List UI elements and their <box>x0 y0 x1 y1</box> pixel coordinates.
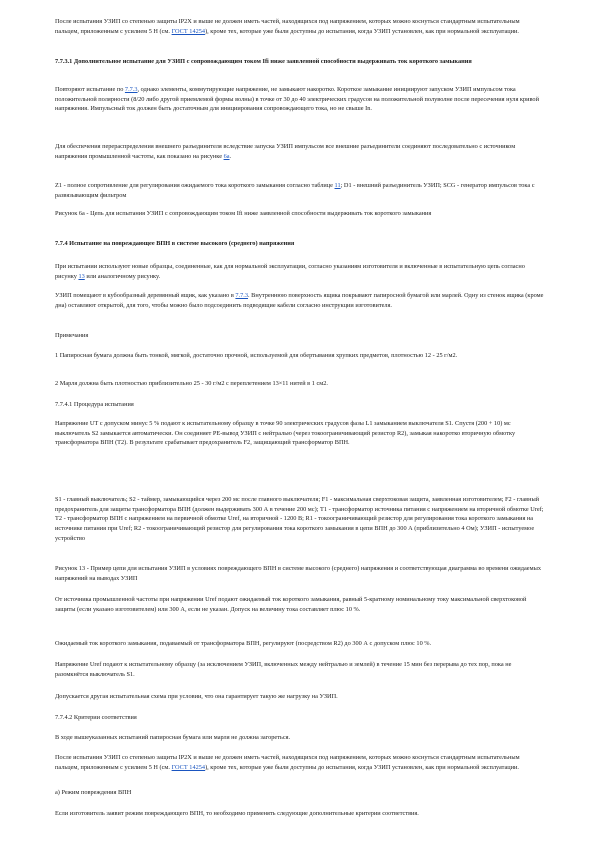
doc-link[interactable]: 13 <box>78 272 85 280</box>
doc-link[interactable]: 7.7.3 <box>235 292 249 299</box>
paragraph-p8 <box>55 262 545 281</box>
paragraph-p6 <box>55 209 545 219</box>
paragraph-text: , однако элементы, коммутирующие напряжение, не замыкают накоротко. Короткое замыкание инициируют запуском УЗИП импульсом тока положительной полярности (8/20 либо другой приемлемой формы волны) в точке от 30 до 40 электрических градусов на положительной полуволне после пересечения нуля кривой напряжения. Импульсный ток должен быть достаточным для инициирования сопровождающего тока, но не свыше In. <box>55 86 539 113</box>
paragraph-text: 2 Марля должна быть плотностью приблизительно 25 - 30 г/м2 с переплетением 13×11 нитей в 1 см2. <box>55 380 328 387</box>
paragraph-text: Ожидаемый ток короткого замыкания, подаваемый от трансформатора ВПН, регулируют (посредством R2) до 300 А с допуском плюс 10 %. <box>55 640 432 647</box>
paragraph-text: Напряжение UT с допуском минус 5 % подают к испытательному образцу в точке 90 электрических градусов фазы L1 замыканием выключателя S1. Спустя (200 + 10) мс выключатель S2 замыкается автоматически. Он соединяет PE-вывод УЗИП с нейтралью (через токоограничивающий резистор R2), замыкая накоротко вторичную обмотку трансформатора ВПН (T2). В результате срабатывает предохранитель F2, защищающий трансформатор ВПН. <box>55 420 516 447</box>
paragraph-text: 7.7.3.1 Дополнительное испытание для УЗИП с сопровождающим током Ifi ниже заявленной способности выдерживать ток короткого замыкания <box>55 58 472 65</box>
paragraph-p11 <box>55 351 545 361</box>
paragraph-text: ), кроме тех, которые уже были доступны до испытания, когда УЗИП установлен, как при нормальной эксплуатации. <box>205 27 519 35</box>
paragraph-text: При испытании используют новые образцы, соединенные, как для нормальной эксплуатации, согласно указаниям изготовителя и включенные в испытательную цепь согласно рисунку <box>55 263 525 280</box>
paragraph-p12 <box>55 379 545 389</box>
paragraph-p23 <box>55 753 545 772</box>
paragraph-text: После испытания УЗИП со степенью защиты IP2X и выше не должен иметь частей, находящихся под напряжением, которых можно коснуться стандартным испытательным пальцем, приложенным с усилием 5 Н (см. <box>55 754 520 771</box>
paragraph-text: Примечания <box>55 332 89 339</box>
paragraph-text: Рисунок 6а - Цепь для испытания УЗИП с сопровождающим током Ifi ниже заявленной способности выдерживать ток короткого замыкания <box>55 210 432 217</box>
paragraph-p2 <box>55 57 545 67</box>
doc-link[interactable]: 6а <box>223 152 230 160</box>
doc-link[interactable]: 7.7.3 <box>124 86 138 93</box>
paragraph-text: Допускается другая испытательная схема при условии, что она гарантирует такую же нагрузку на УЗИП. <box>55 693 338 700</box>
paragraph-p13 <box>55 400 545 410</box>
paragraph-text: ; D1 - внешний разъединитель УЗИП; SCG - генератор импульсов тока с развязывающим фильтром <box>55 182 535 199</box>
paragraph-text: В ходе вышеуказанных испытаний папиросная бумага или марля не должна загореться. <box>55 734 291 741</box>
paragraph-p7 <box>55 239 545 249</box>
paragraph-text: Для обеспечения перераспределения внешнего разъединителя вследствие запуска УЗИП импульсом все внешние разъединители соединяют последовательно с источником напряжения промышленной частоты, как показано на рисунке <box>55 143 516 160</box>
paragraph-text: 1 Папиросная бумага должна быть тонкой, мягкой, достаточно прочной, используемой для обертывания хрупких предметов, плотностью 12 - 25 г/м2. <box>55 352 458 359</box>
paragraph-text: 7.7.4.2 Критерии соответствия <box>55 714 137 721</box>
paragraph-text: Рисунок 13 - Пример цепи для испытания УЗИП в условиях повреждающего ВПН в системе высокого (среднего) напряжения и соответствующая диаграмма во времени ожидаемых напряжений на выводах УЗИП <box>55 565 541 582</box>
paragraph-text: После испытания УЗИП со степенью защиты IP2X и выше не должен иметь частей, находящихся под напряжением, которых можно коснуться стандартным испытательным пальцем, приложенным с усилием 5 Н (см. <box>55 18 520 35</box>
paragraph-p20 <box>55 692 545 702</box>
paragraph-text: От источника промышленной частоты при напряжении Uref подают ожидаемый ток короткого замыкания, равный 5-кратному номинальному току максимальной сверхтоковой защиты (если указано изготовителем) или 300 А, если не указан. Допуск на величину тока составляет плюс 10 %. <box>55 596 527 613</box>
paragraph-p5 <box>55 181 545 200</box>
paragraph-p15 <box>55 495 545 544</box>
paragraph-p9 <box>55 291 545 310</box>
paragraph-text: S1 - главный выключатель; S2 - таймер, замыкающийся через 200 мс после главного выключателя; F1 - максимальная сверхтоковая защита, заявленная изготовителем; F2 - главный предохранитель для защиты трансформатора ВПН (должен выдерживать 300 А в течение 200 мс); T1 - трансформатор источника питания с напряжением на вторичной обмотке Uref; T2 - трансформатор ВПН с напряжением на первичной обмотке Uref, на вторичной - 1200 В; R1 - токоограничивающий резистор для регулирования тока короткого замыкания на источнике питания при Uref; R2 - токоограничивающий резистор для регулирования тока короткого замыкания в цепи ВПН до 300 А (приблизительно 4 Ом); УЗИП - испытуемое устройство <box>55 496 544 542</box>
paragraph-p10 <box>55 331 545 341</box>
paragraph-p16 <box>55 564 545 583</box>
paragraph-p18 <box>55 639 545 649</box>
paragraph-text: 7.7.4.1 Процедура испытания <box>55 401 134 408</box>
doc-link[interactable]: ГОСТ 14254 <box>171 27 206 35</box>
paragraph-text: Напряжение Uref подают к испытательному образцу (за исключением УЗИП, включенных между нейтралью и землей) в течение 15 мин без перерыва до тех пор, пока не разомкнётся выключатель S1. <box>55 661 512 678</box>
paragraph-p25 <box>55 809 545 819</box>
paragraph-p14 <box>55 419 545 448</box>
doc-link[interactable]: ГОСТ 14254 <box>171 763 206 771</box>
paragraph-p24 <box>55 788 545 798</box>
paragraph-text: Повторяют испытание по <box>55 86 125 93</box>
doc-link[interactable]: 11 <box>334 182 341 189</box>
paragraph-text: Если изготовитель заявит режим повреждающего ВПН, то необходимо применять следующие дополнительные критерии соответствия. <box>55 810 419 817</box>
paragraph-p17 <box>55 595 545 614</box>
paragraph-text: Z1 - полное сопротивление для регулирования ожидаемого тока короткого замыкания согласно таблице <box>55 182 335 189</box>
paragraph-p3 <box>55 85 545 114</box>
paragraph-text: или аналогичному рисунку. <box>84 272 161 280</box>
paragraph-text: ), кроме тех, которые уже были доступны до испытания, когда УЗИП установлен, как при нормальной эксплуатации. <box>205 763 519 771</box>
paragraph-p21 <box>55 713 545 723</box>
paragraph-p4 <box>55 142 545 161</box>
paragraph-text: а) Режим повреждения ВПН <box>55 789 132 796</box>
paragraph-p19 <box>55 660 545 679</box>
paragraph-p1 <box>55 17 545 36</box>
paragraph-text: . <box>229 152 232 160</box>
paragraph-text: . Внутреннюю поверхность ящика покрывают папиросной бумагой или марлей. Одну из стенок ящика (кроме дна) оставляют открытой, для того, чтобы можно было подсоединить подводящие кабели согласно инструкции изготовителя. <box>55 292 544 309</box>
paragraph-text: 7.7.4 Испытание на повреждающее ВПН в системе высокого (среднего) напряжения <box>55 240 295 247</box>
paragraph-p22 <box>55 733 545 743</box>
paragraph-text: УЗИП помещают в кубообразный деревянный ящик, как указано в <box>55 292 236 299</box>
